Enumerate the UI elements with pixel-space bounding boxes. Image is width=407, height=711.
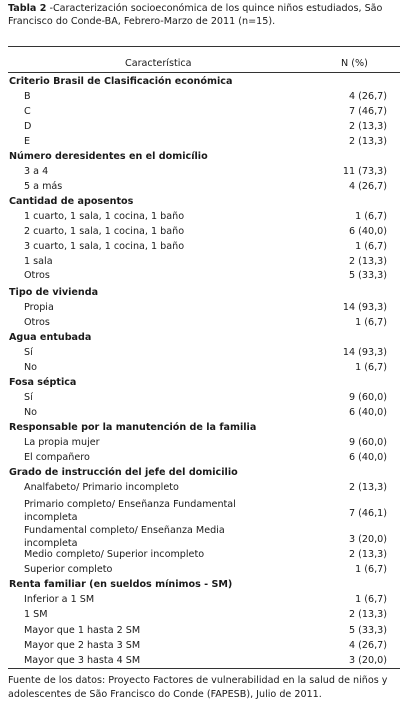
row-label: 1 sala bbox=[24, 256, 53, 267]
row-value: 2 (13,3) bbox=[348, 121, 387, 132]
row-value: 6 (40,0) bbox=[348, 452, 387, 463]
table-footnote: Fuente de los datos: Proyecto Factores de vulnerabilidad en la salud de niños y adolescentes de São Francisco do Conde (FAPESB), Julio de 2011. bbox=[8, 675, 388, 700]
row-label: D bbox=[24, 121, 32, 132]
row-value: 9 (60,0) bbox=[348, 392, 387, 403]
row-value: 1 (6,7) bbox=[355, 362, 387, 373]
row-label: 2 cuarto, 1 sala, 1 cocina, 1 baño bbox=[24, 226, 185, 237]
row-value: 7 (46,1) bbox=[348, 508, 387, 519]
row-label: 1 cuarto, 1 sala, 1 cocina, 1 baño bbox=[24, 211, 185, 222]
bottom-rule bbox=[8, 668, 400, 669]
row-label: Propia bbox=[24, 302, 54, 313]
row-label: Mayor que 1 hasta 2 SM bbox=[24, 625, 141, 636]
row-value: 2 (13,3) bbox=[348, 549, 387, 560]
row-label: La propia mujer bbox=[24, 437, 100, 448]
section-title: Fosa séptica bbox=[9, 377, 77, 388]
row-label: B bbox=[24, 91, 31, 102]
row-label: Otros bbox=[24, 317, 50, 328]
row-value: 1 (6,7) bbox=[355, 211, 387, 222]
row-value: 2 (13,3) bbox=[348, 482, 387, 493]
row-value: 1 (6,7) bbox=[355, 564, 387, 575]
section-title: Criterio Brasil de Clasificación económica bbox=[9, 76, 233, 87]
row-label: No bbox=[24, 362, 38, 373]
row-value: 11 (73,3) bbox=[342, 166, 387, 177]
column-header-characteristic: Característica bbox=[125, 58, 192, 69]
header-rule bbox=[8, 72, 400, 73]
row-label: Superior completo bbox=[24, 564, 113, 575]
row-value: 1 (6,7) bbox=[355, 241, 387, 252]
row-value: 1 (6,7) bbox=[355, 594, 387, 605]
section-title: Renta familiar (en sueldos mínimos - SM) bbox=[9, 579, 233, 590]
section-title: Grado de instrucción del jefe del domicilio bbox=[9, 467, 238, 478]
caption-text: -Caracterización socioeconómica de los quince niños estudiados, São Francisco do Conde-BA, Febrero-Marzo de 2011 (n=15). bbox=[8, 3, 383, 27]
row-label: 1 SM bbox=[24, 609, 48, 620]
section-title: Cantidad de aposentos bbox=[9, 196, 134, 207]
row-value: 3 (20,0) bbox=[348, 655, 387, 666]
row-value: 5 (33,3) bbox=[348, 270, 387, 281]
row-value: 4 (26,7) bbox=[348, 91, 387, 102]
row-value: 6 (40,0) bbox=[348, 407, 387, 418]
row-value: 14 (93,3) bbox=[342, 347, 387, 358]
row-label: El compañero bbox=[24, 452, 90, 463]
section-title: Número deresidentes en el domicílio bbox=[9, 151, 208, 162]
row-label: Mayor que 3 hasta 4 SM bbox=[24, 655, 141, 666]
row-value: 3 (20,0) bbox=[348, 534, 387, 545]
row-value: 1 (6,7) bbox=[355, 317, 387, 328]
section-title: Agua entubada bbox=[9, 332, 92, 343]
section-title: Responsable por la manutención de la familia bbox=[9, 422, 257, 433]
row-value: 9 (60,0) bbox=[348, 437, 387, 448]
top-rule bbox=[8, 46, 400, 47]
row-label: 3 a 4 bbox=[24, 166, 49, 177]
row-label: 5 a más bbox=[24, 181, 63, 192]
row-value: 2 (13,3) bbox=[348, 256, 387, 267]
section-title: Tipo de vivienda bbox=[9, 287, 99, 298]
row-value: 2 (13,3) bbox=[348, 136, 387, 147]
row-label: No bbox=[24, 407, 38, 418]
row-value: 7 (46,7) bbox=[348, 106, 387, 117]
row-value: 2 (13,3) bbox=[348, 609, 387, 620]
row-value: 5 (33,3) bbox=[348, 625, 387, 636]
row-label: Fundamental completo/ Enseñanza Media incompleta bbox=[24, 525, 225, 549]
row-label: Sí bbox=[24, 347, 33, 358]
row-label: 3 cuarto, 1 sala, 1 cocina, 1 baño bbox=[24, 241, 185, 252]
row-value: 4 (26,7) bbox=[348, 640, 387, 651]
row-value: 14 (93,3) bbox=[342, 302, 387, 313]
column-header-n-percent: N (%) bbox=[341, 58, 368, 69]
row-label: Mayor que 2 hasta 3 SM bbox=[24, 640, 141, 651]
row-label: Analfabeto/ Primario incompleto bbox=[24, 482, 179, 493]
row-label: Inferior a 1 SM bbox=[24, 594, 95, 605]
row-label: Medio completo/ Superior incompleto bbox=[24, 549, 205, 560]
row-label: Primario completo/ Enseñanza Fundamental incompleta bbox=[24, 499, 236, 523]
row-label: C bbox=[24, 106, 31, 117]
table-number: Tabla 2 bbox=[8, 3, 47, 14]
row-label: Sí bbox=[24, 392, 33, 403]
row-label: Otros bbox=[24, 270, 50, 281]
row-value: 4 (26,7) bbox=[348, 181, 387, 192]
table-caption bbox=[8, 3, 403, 28]
row-value: 6 (40,0) bbox=[348, 226, 387, 237]
row-label: E bbox=[24, 136, 31, 147]
